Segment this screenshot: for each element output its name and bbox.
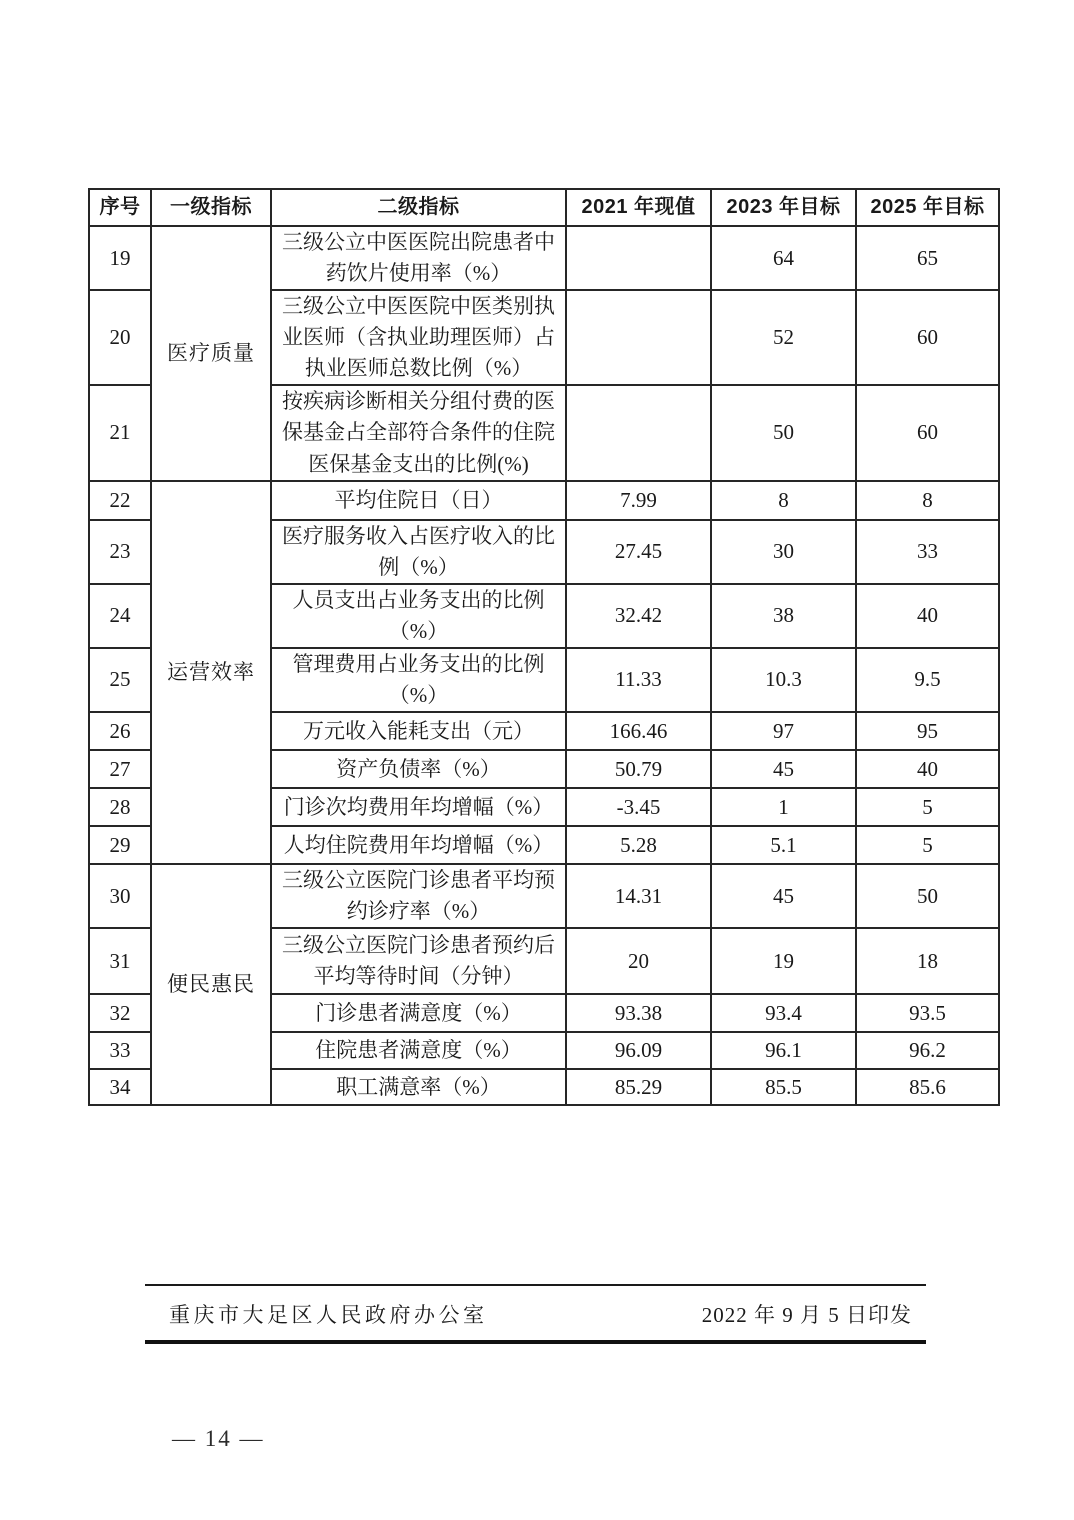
footer-bottom-rule — [145, 1340, 926, 1344]
indicator-cell: 按疾病诊断相关分组付费的医保基金占全部符合条件的住院医保基金支出的比例(%) — [271, 385, 566, 480]
indicator-cell: 门诊次均费用年均增幅（%） — [271, 788, 566, 826]
header-level2-indicator: 二级指标 — [271, 189, 566, 226]
value-2021-cell: -3.45 — [566, 788, 711, 826]
indicator-cell: 平均住院日（日） — [271, 481, 566, 520]
value-2021-cell: 166.46 — [566, 712, 711, 750]
indicator-cell: 门诊患者满意度（%） — [271, 994, 566, 1032]
indicator-cell: 医疗服务收入占医疗收入的比例（%） — [271, 520, 566, 584]
target-2023-cell: 19 — [711, 928, 856, 994]
indicator-cell: 住院患者满意度（%） — [271, 1032, 566, 1069]
target-2025-cell: 95 — [856, 712, 999, 750]
indicator-cell: 人员支出占业务支出的比例（%） — [271, 584, 566, 648]
target-2025-cell: 65 — [856, 226, 999, 290]
target-2023-cell: 1 — [711, 788, 856, 826]
row-number-cell: 20 — [89, 290, 151, 385]
value-2021-cell: 50.79 — [566, 750, 711, 788]
target-2025-cell: 85.6 — [856, 1069, 999, 1105]
header-2023-target: 2023 年目标 — [711, 189, 856, 226]
value-2021-cell: 96.09 — [566, 1032, 711, 1069]
target-2023-cell: 30 — [711, 520, 856, 584]
target-2025-cell: 5 — [856, 788, 999, 826]
header-serial-number: 序号 — [89, 189, 151, 226]
target-2023-cell: 97 — [711, 712, 856, 750]
group-label-cell: 便民惠民 — [151, 864, 271, 1105]
table-row — [89, 864, 999, 928]
table-row — [89, 481, 999, 520]
indicator-table — [88, 188, 1000, 1106]
value-2021-cell — [566, 385, 711, 480]
target-2025-cell: 9.5 — [856, 648, 999, 712]
value-2021-cell: 14.31 — [566, 864, 711, 928]
target-2025-cell: 5 — [856, 826, 999, 864]
target-2023-cell: 45 — [711, 750, 856, 788]
value-2021-cell: 5.28 — [566, 826, 711, 864]
table-header-row — [89, 189, 999, 226]
value-2021-cell — [566, 290, 711, 385]
indicator-cell: 职工满意率（%） — [271, 1069, 566, 1105]
value-2021-cell — [566, 226, 711, 290]
target-2023-cell: 93.4 — [711, 994, 856, 1032]
value-2021-cell: 32.42 — [566, 584, 711, 648]
value-2021-cell: 20 — [566, 928, 711, 994]
indicator-cell: 三级公立医院门诊患者平均预约诊疗率（%） — [271, 864, 566, 928]
indicator-cell: 资产负债率（%） — [271, 750, 566, 788]
row-number-cell: 23 — [89, 520, 151, 584]
target-2025-cell: 60 — [856, 290, 999, 385]
header-2025-target: 2025 年目标 — [856, 189, 999, 226]
row-number-cell: 34 — [89, 1069, 151, 1105]
target-2023-cell: 52 — [711, 290, 856, 385]
target-2023-cell: 96.1 — [711, 1032, 856, 1069]
value-2021-cell: 93.38 — [566, 994, 711, 1032]
target-2025-cell: 60 — [856, 385, 999, 480]
row-number-cell: 27 — [89, 750, 151, 788]
target-2023-cell: 50 — [711, 385, 856, 480]
target-2025-cell: 96.2 — [856, 1032, 999, 1069]
row-number-cell: 21 — [89, 385, 151, 480]
issuing-office: 重庆市大足区人民政府办公室 — [169, 1303, 488, 1327]
group-label-cell: 运营效率 — [151, 481, 271, 864]
header-2021-value: 2021 年现值 — [566, 189, 711, 226]
target-2025-cell: 8 — [856, 481, 999, 520]
target-2025-cell: 18 — [856, 928, 999, 994]
indicator-cell: 三级公立医院门诊患者预约后平均等待时间（分钟） — [271, 928, 566, 994]
target-2023-cell: 5.1 — [711, 826, 856, 864]
row-number-cell: 31 — [89, 928, 151, 994]
row-number-cell: 29 — [89, 826, 151, 864]
print-date: 2022 年 9 月 5 日印发 — [701, 1303, 912, 1327]
page-number: — 14 — — [172, 1426, 265, 1451]
target-2025-cell: 40 — [856, 584, 999, 648]
value-2021-cell: 11.33 — [566, 648, 711, 712]
footer-top-rule — [145, 1284, 926, 1286]
value-2021-cell: 7.99 — [566, 481, 711, 520]
indicator-cell: 管理费用占业务支出的比例（%） — [271, 648, 566, 712]
row-number-cell: 22 — [89, 481, 151, 520]
indicator-cell: 人均住院费用年均增幅（%） — [271, 826, 566, 864]
target-2023-cell: 45 — [711, 864, 856, 928]
row-number-cell: 33 — [89, 1032, 151, 1069]
target-2023-cell: 85.5 — [711, 1069, 856, 1105]
row-number-cell: 30 — [89, 864, 151, 928]
row-number-cell: 32 — [89, 994, 151, 1032]
indicator-cell: 三级公立中医医院出院患者中药饮片使用率（%） — [271, 226, 566, 290]
value-2021-cell: 85.29 — [566, 1069, 711, 1105]
target-2023-cell: 8 — [711, 481, 856, 520]
colophon — [145, 1288, 926, 1340]
target-2023-cell: 10.3 — [711, 648, 856, 712]
target-2023-cell: 64 — [711, 226, 856, 290]
target-2025-cell: 93.5 — [856, 994, 999, 1032]
row-number-cell: 26 — [89, 712, 151, 750]
value-2021-cell: 27.45 — [566, 520, 711, 584]
indicator-cell: 三级公立中医医院中医类别执业医师（含执业助理医师）占执业医师总数比例（%） — [271, 290, 566, 385]
target-2025-cell: 33 — [856, 520, 999, 584]
row-number-cell: 28 — [89, 788, 151, 826]
indicator-cell: 万元收入能耗支出（元） — [271, 712, 566, 750]
target-2025-cell: 40 — [856, 750, 999, 788]
group-label-cell: 医疗质量 — [151, 226, 271, 481]
row-number-cell: 24 — [89, 584, 151, 648]
row-number-cell: 19 — [89, 226, 151, 290]
row-number-cell: 25 — [89, 648, 151, 712]
table-row — [89, 226, 999, 290]
header-level1-indicator: 一级指标 — [151, 189, 271, 226]
target-2023-cell: 38 — [711, 584, 856, 648]
target-2025-cell: 50 — [856, 864, 999, 928]
